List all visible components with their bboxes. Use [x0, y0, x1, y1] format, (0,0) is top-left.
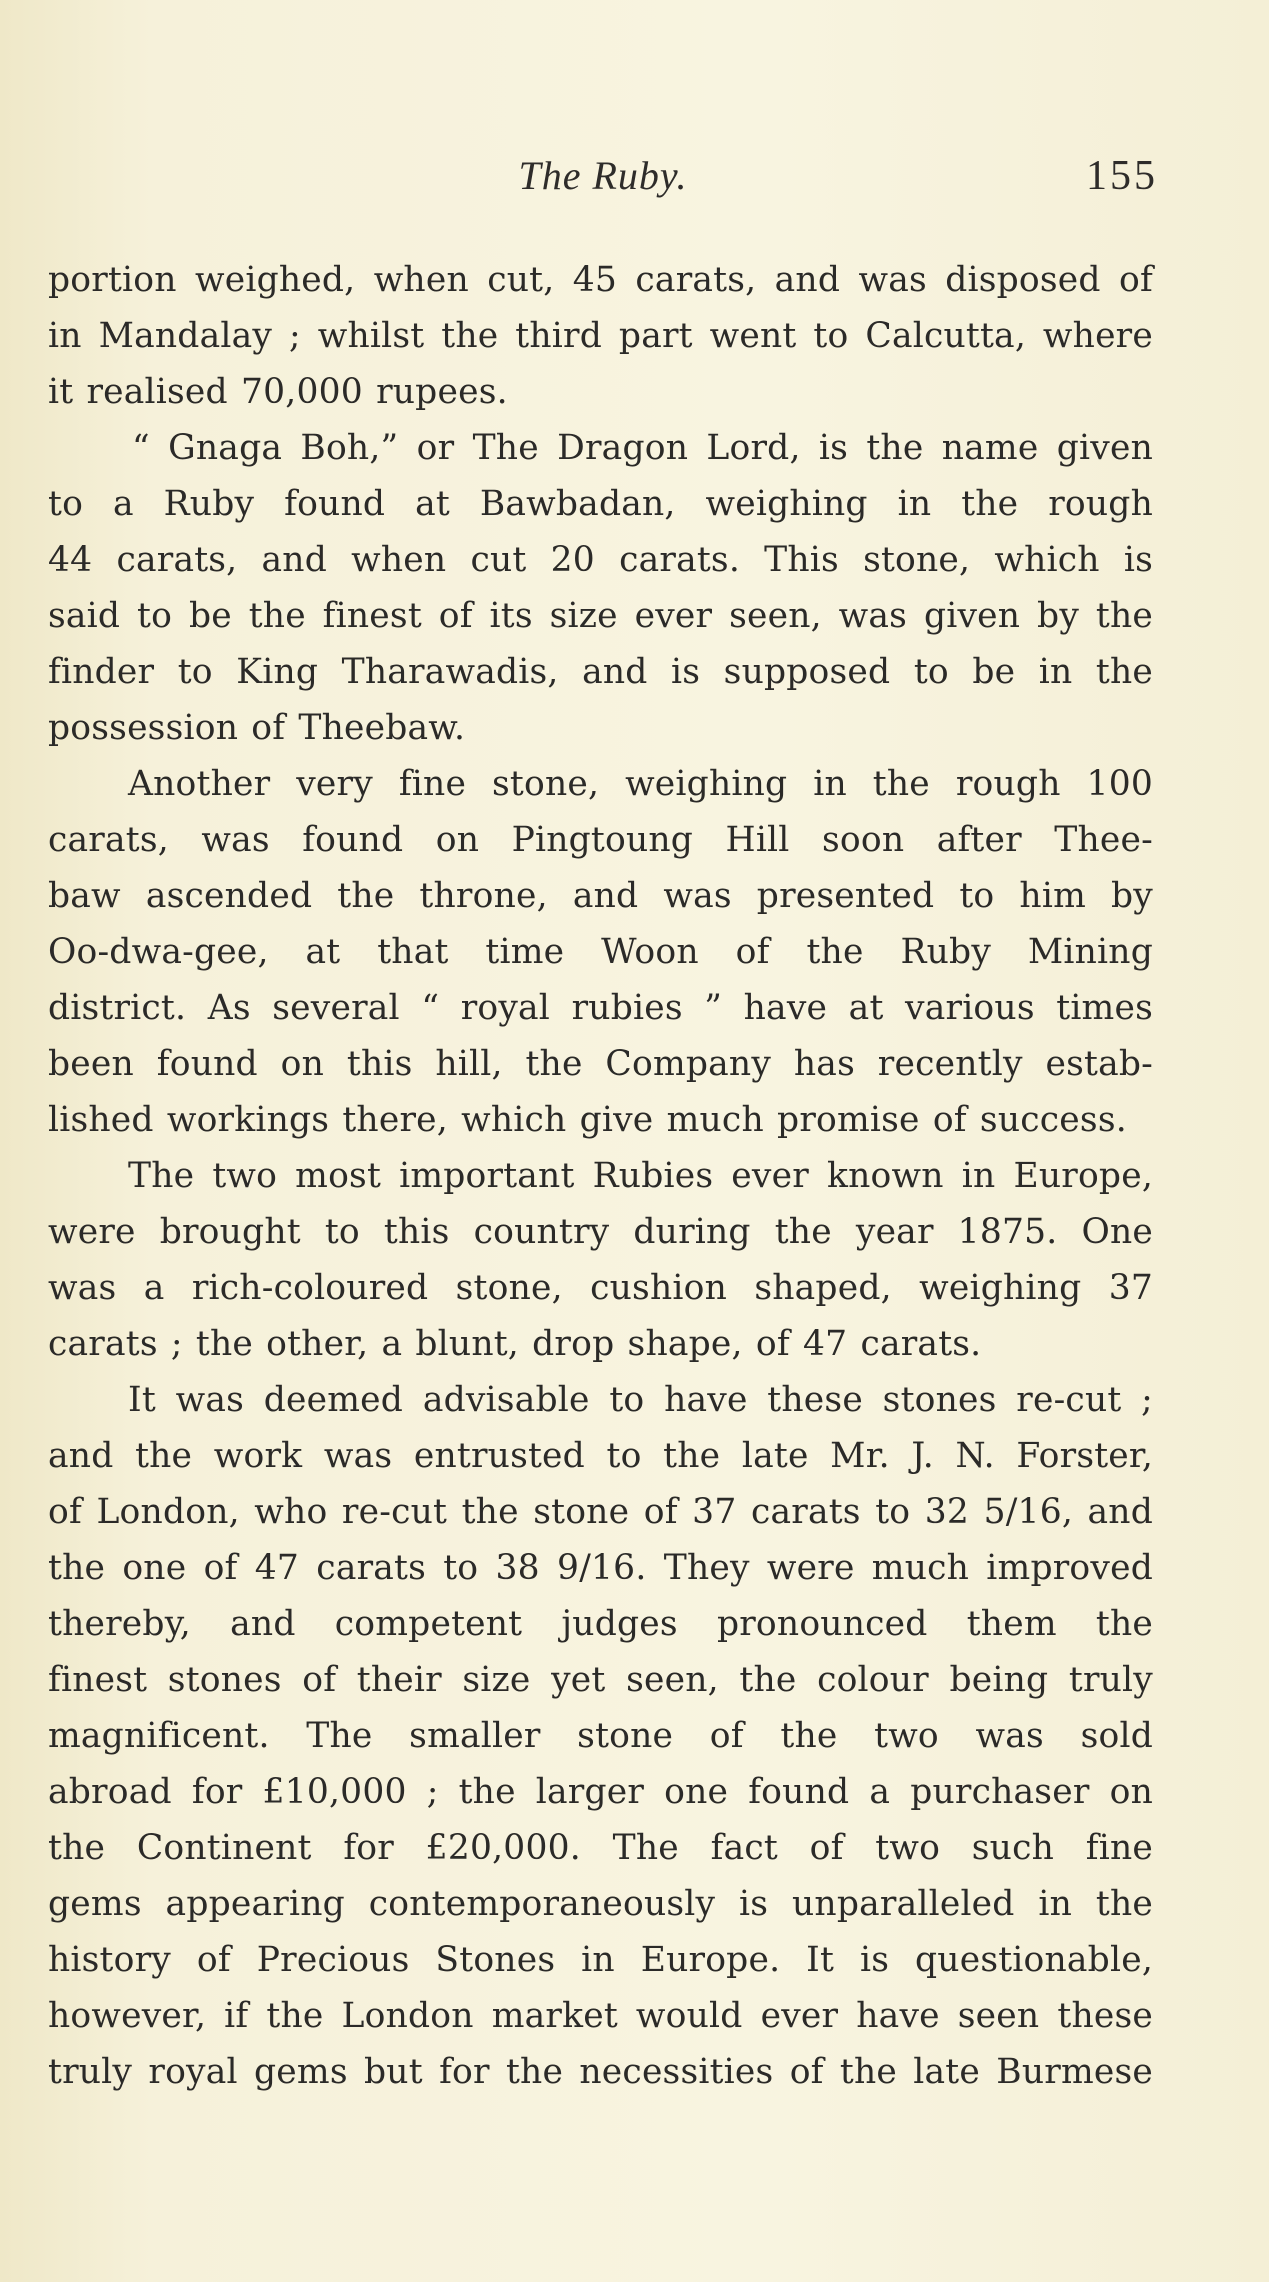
- text-line: truly royal gems but for the necessities of the late Burmese: [48, 2052, 1153, 2092]
- text-line: thereby, and competent judges pronounced them the: [48, 1604, 1153, 1644]
- text-line: been found on this hill, the Company has recently estab-: [48, 1044, 1153, 1084]
- text-line: and the work was entrusted to the late Mr. J. N. Forster,: [48, 1436, 1153, 1476]
- body-text: [48, 252, 1153, 2100]
- text-line: were brought to this country during the year 1875. One: [48, 1212, 1153, 1252]
- running-head: [48, 152, 1158, 202]
- text-line: to a Ruby found at Bawbadan, weighing in the rough: [48, 484, 1153, 524]
- text-line: 44 carats, and when cut 20 carats. This stone, which is: [48, 540, 1153, 580]
- text-line: abroad for £10,000 ; the larger one found a purchaser on: [48, 1772, 1153, 1812]
- page-number: 155: [1086, 153, 1158, 199]
- text-line: finder to King Tharawadis, and is supposed to be in the: [48, 652, 1153, 692]
- text-line: history of Precious Stones in Europe. It is questionable,: [48, 1940, 1153, 1980]
- text-line: district. As several “ royal rubies ” have at various times: [48, 988, 1153, 1028]
- text-line: gems appearing contemporaneously is unparalleled in the: [48, 1884, 1153, 1924]
- text-line: The two most important Rubies ever known in Europe,: [128, 1156, 1153, 1196]
- text-line: Oo-dwa-gee, at that time Woon of the Ruby Mining: [48, 932, 1153, 972]
- text-line: said to be the finest of its size ever seen, was given by the: [48, 596, 1153, 636]
- running-title: The Ruby.: [518, 153, 688, 198]
- text-line: the one of 47 carats to 38 9/16. They were much improved: [48, 1548, 1153, 1588]
- text-line: It was deemed advisable to have these stones re-cut ;: [128, 1380, 1153, 1420]
- text-line: it realised 70,000 rupees.: [48, 372, 508, 412]
- text-line: carats ; the other, a blunt, drop shape, of 47 carats.: [48, 1324, 982, 1364]
- text-line: the Continent for £20,000. The fact of two such fine: [48, 1828, 1153, 1868]
- text-line: finest stones of their size yet seen, the colour being truly: [48, 1660, 1153, 1700]
- text-line: Another very fine stone, weighing in the rough 100: [128, 764, 1153, 804]
- text-line: was a rich-coloured stone, cushion shaped, weighing 37: [48, 1268, 1153, 1308]
- text-line: portion weighed, when cut, 45 carats, and was disposed of: [48, 260, 1153, 300]
- text-line: possession of Theebaw.: [48, 708, 466, 748]
- text-line: lished workings there, which give much promise of success.: [48, 1100, 1127, 1140]
- text-line: magnificent. The smaller stone of the two was sold: [48, 1716, 1153, 1756]
- text-line: baw ascended the throne, and was presented to him by: [48, 876, 1153, 916]
- text-line: “ Gnaga Boh,” or The Dragon Lord, is the name given: [132, 428, 1153, 468]
- text-line: however, if the London market would ever have seen these: [48, 1996, 1153, 2036]
- text-line: of London, who re-cut the stone of 37 carats to 32 5/16, and: [48, 1492, 1153, 1532]
- text-line: carats, was found on Pingtoung Hill soon after Thee-: [48, 820, 1153, 860]
- text-line: in Mandalay ; whilst the third part went to Calcutta, where: [48, 316, 1153, 356]
